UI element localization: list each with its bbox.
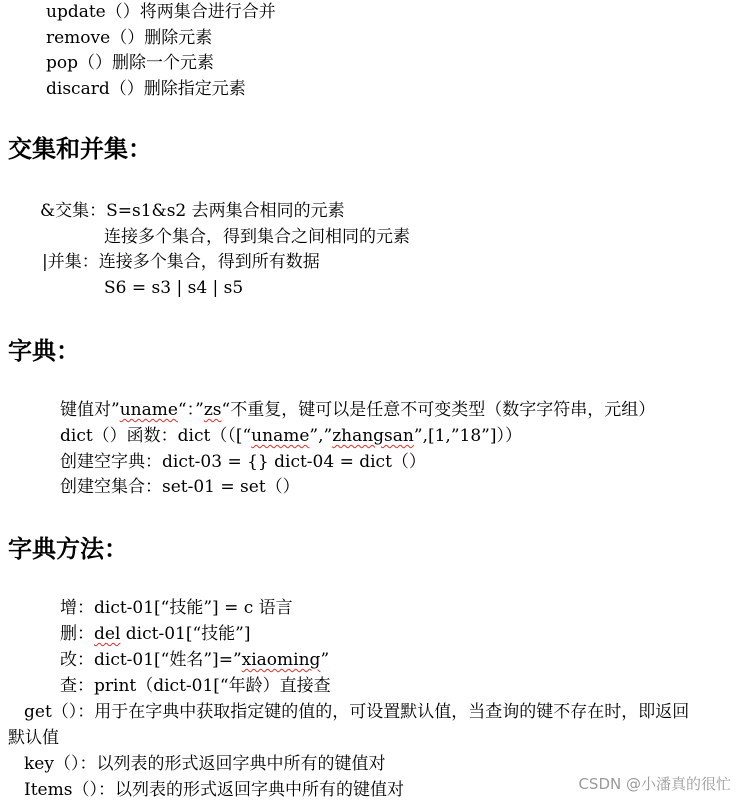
set-method-pop: pop（）删除一个元素 (46, 53, 214, 73)
union-example-line: S6 = s3 | s4 | s5 (104, 278, 244, 298)
text-segment: ” (320, 650, 330, 670)
csdn-watermark: CSDN @小潘真的很忙 (578, 775, 731, 793)
dict-empty-set-line: 创建空集合：set-01 = set（） (60, 477, 300, 497)
heading-dict-methods: 字典方法： (8, 534, 128, 563)
text-segment: ”,[1,”18”]）） (413, 426, 522, 446)
spellcheck-word: zhangsan (332, 426, 414, 446)
text-segment: dict-01[“技能”] (120, 624, 251, 644)
set-method-remove: remove（）删除元素 (46, 28, 213, 48)
dict-method-delete (60, 623, 251, 645)
spellcheck-word: del (94, 624, 121, 644)
dict-method-query: 查：print（dict-01[“年龄）直接查 (60, 676, 331, 696)
text-segment: “不重复，键可以是任意不可变类型（数字字符串，元组） (221, 400, 656, 420)
spellcheck-word: xiaoming (241, 650, 321, 670)
dict-method-items: Items（）：以列表的形式返回字典中所有的键值对 (24, 780, 404, 800)
text-segment: dict（）函数：dict（（[“ (60, 426, 252, 446)
dict-method-add: 增：dict-01[“技能”] = c 语言 (60, 598, 293, 618)
heading-intersection-union: 交集和并集： (8, 134, 152, 163)
set-method-update: update（）将两集合进行合并 (46, 2, 276, 22)
union-line: |并集：连接多个集合，得到所有数据 (42, 252, 320, 272)
dict-method-key: key（）：以列表的形式返回字典中所有的键值对 (24, 754, 386, 774)
intersection-line: &交集：S=s1&s2 去两集合相同的元素 (40, 201, 345, 221)
dict-method-get-continued: 默认值 (8, 728, 59, 748)
intersection-detail-line: 连接多个集合，得到集合之间相同的元素 (104, 227, 410, 247)
dict-method-modify (60, 649, 329, 671)
spellcheck-word: zs (203, 400, 222, 420)
set-method-discard: discard（）删除指定元素 (46, 79, 246, 99)
spellcheck-word: uname (251, 426, 310, 446)
text-segment: “：” (177, 400, 204, 420)
text-segment: 删： (60, 624, 94, 644)
heading-dictionary: 字典： (8, 336, 80, 365)
dict-method-get: get（）：用于在字典中获取指定键的值的，可设置默认值，当查询的键不存在时，即返回 (24, 702, 690, 722)
text-segment: 键值对” (60, 400, 120, 420)
text-segment: 改：dict-01[“姓名”]=” (60, 650, 242, 670)
dict-key-value-line (60, 399, 655, 421)
spellcheck-word: uname (119, 400, 178, 420)
text-segment: ”,” (309, 426, 333, 446)
dict-function-line (60, 425, 522, 447)
dict-empty-dict-line: 创建空字典：dict-03 = {} dict-04 = dict（） (60, 452, 426, 472)
